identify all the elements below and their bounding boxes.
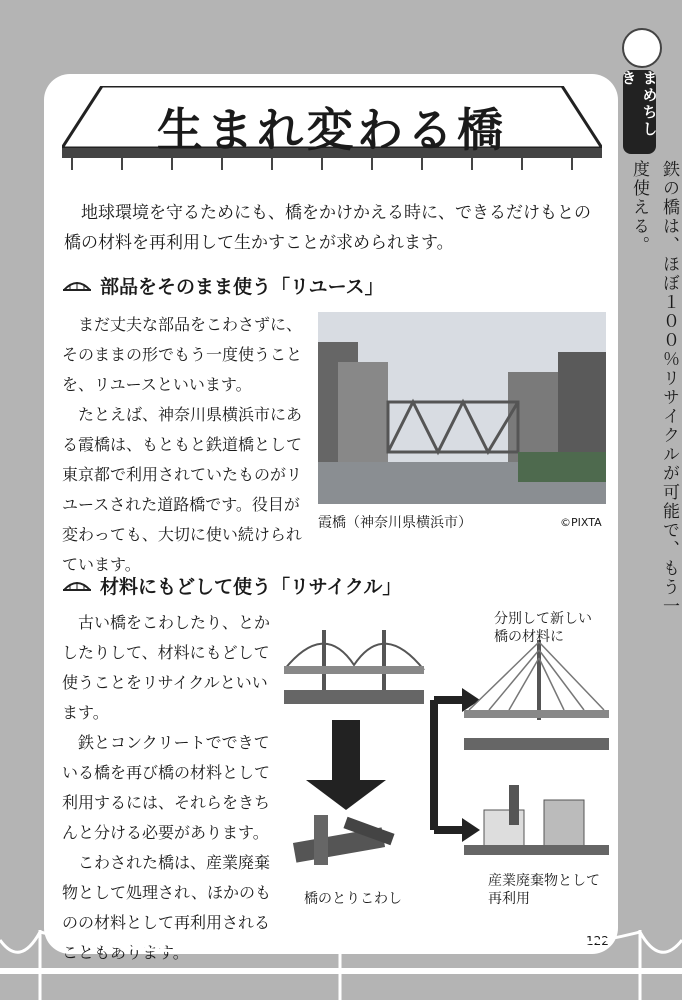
recycle-line: 使うことをリサイクルといい — [62, 673, 268, 692]
label-split — [494, 610, 592, 646]
photo-caption: 霞橋（神奈川県横浜市） — [318, 515, 472, 531]
reuse-line: ユースされた道路橋です。役目が — [62, 495, 300, 514]
recycle-line: んと分ける必要があります。 — [62, 823, 269, 842]
recycle-line: 物として処理され、ほかのも — [62, 883, 271, 902]
recycle-line: こともあります。 — [62, 943, 189, 962]
intro-line: 地球環境を守るためにも、橋をかけかえる時に、できるだけもとの — [81, 203, 591, 223]
page-title: 生まれ変わる橋 — [157, 103, 507, 157]
down-arrow-icon — [306, 720, 386, 810]
trivia-icon — [622, 28, 662, 68]
footer-bridge-graphic — [0, 930, 682, 1000]
trivia-text: 鉄の橋は、ほぼ１００％リサイクルが可能で、もう一度使える。 — [629, 160, 679, 616]
reuse-line: を、リユースといいます。 — [62, 375, 252, 394]
reuse-heading-text: 部品をそのまま使う「リユース」 — [100, 276, 384, 298]
recycle-line: 鉄とコンクリートでできて — [78, 733, 270, 752]
bridge-icon — [62, 576, 92, 596]
label-line: 橋の材料に — [494, 629, 564, 645]
label-line: 産業廃棄物として — [488, 873, 600, 889]
rubble-illustration — [293, 815, 395, 865]
reuse-line: たとえば、神奈川県横浜市にあ — [78, 405, 303, 424]
bridge-icon — [62, 276, 92, 296]
suspension-bridge-illustration — [284, 630, 424, 704]
waste-pile-illustration — [464, 785, 609, 855]
recycle-line: ます。 — [62, 703, 109, 722]
reuse-line: まだ丈夫な部品をこわさずに、 — [78, 315, 303, 334]
section-heading-recycle — [62, 572, 401, 599]
label-waste — [488, 872, 600, 908]
recycle-line: いる橋を再び橋の材料として — [62, 763, 271, 782]
reuse-line: 変わっても、大切に使い続けられ — [62, 525, 302, 544]
label-line: 分別して新しい — [494, 611, 592, 627]
trivia-tab: まめちしき — [623, 70, 656, 154]
reuse-line: る霞橋は、もともと鉄道橋として — [62, 435, 303, 454]
cable-stayed-bridge-illustration — [464, 640, 609, 750]
intro-line: 橋の材料を再利用して生かすことが求められます。 — [64, 233, 454, 253]
reuse-line: 東京都で利用されていたものがリ — [62, 465, 303, 484]
label-line: 再利用 — [488, 891, 530, 907]
reuse-line: そのままの形でもう一度使うこと — [62, 345, 303, 364]
recycle-line: 利用するには、それらをきち — [62, 793, 271, 812]
recycle-body — [62, 608, 282, 968]
reuse-body — [62, 310, 312, 580]
reuse-line: ています。 — [62, 555, 141, 574]
section-heading-reuse — [62, 272, 384, 299]
label-demolish: 橋のとりこわし — [304, 891, 402, 907]
intro-text — [64, 198, 604, 258]
title-bridge-graphic — [62, 86, 602, 176]
page-number: 122 — [586, 934, 609, 948]
recycle-line: のの材料として再利用される — [62, 913, 271, 932]
recycle-line: こわされた橋は、産業廃棄 — [78, 853, 271, 872]
recycle-line: 古い橋をこわしたり、とか — [78, 613, 271, 632]
recycle-diagram — [284, 610, 614, 910]
photo-credit: ©PIXTA — [560, 516, 602, 529]
bridge-photo — [318, 312, 606, 504]
recycle-heading-text: 材料にもどして使う「リサイクル」 — [100, 576, 402, 598]
recycle-line: したりして、材料にもどして — [62, 643, 270, 662]
